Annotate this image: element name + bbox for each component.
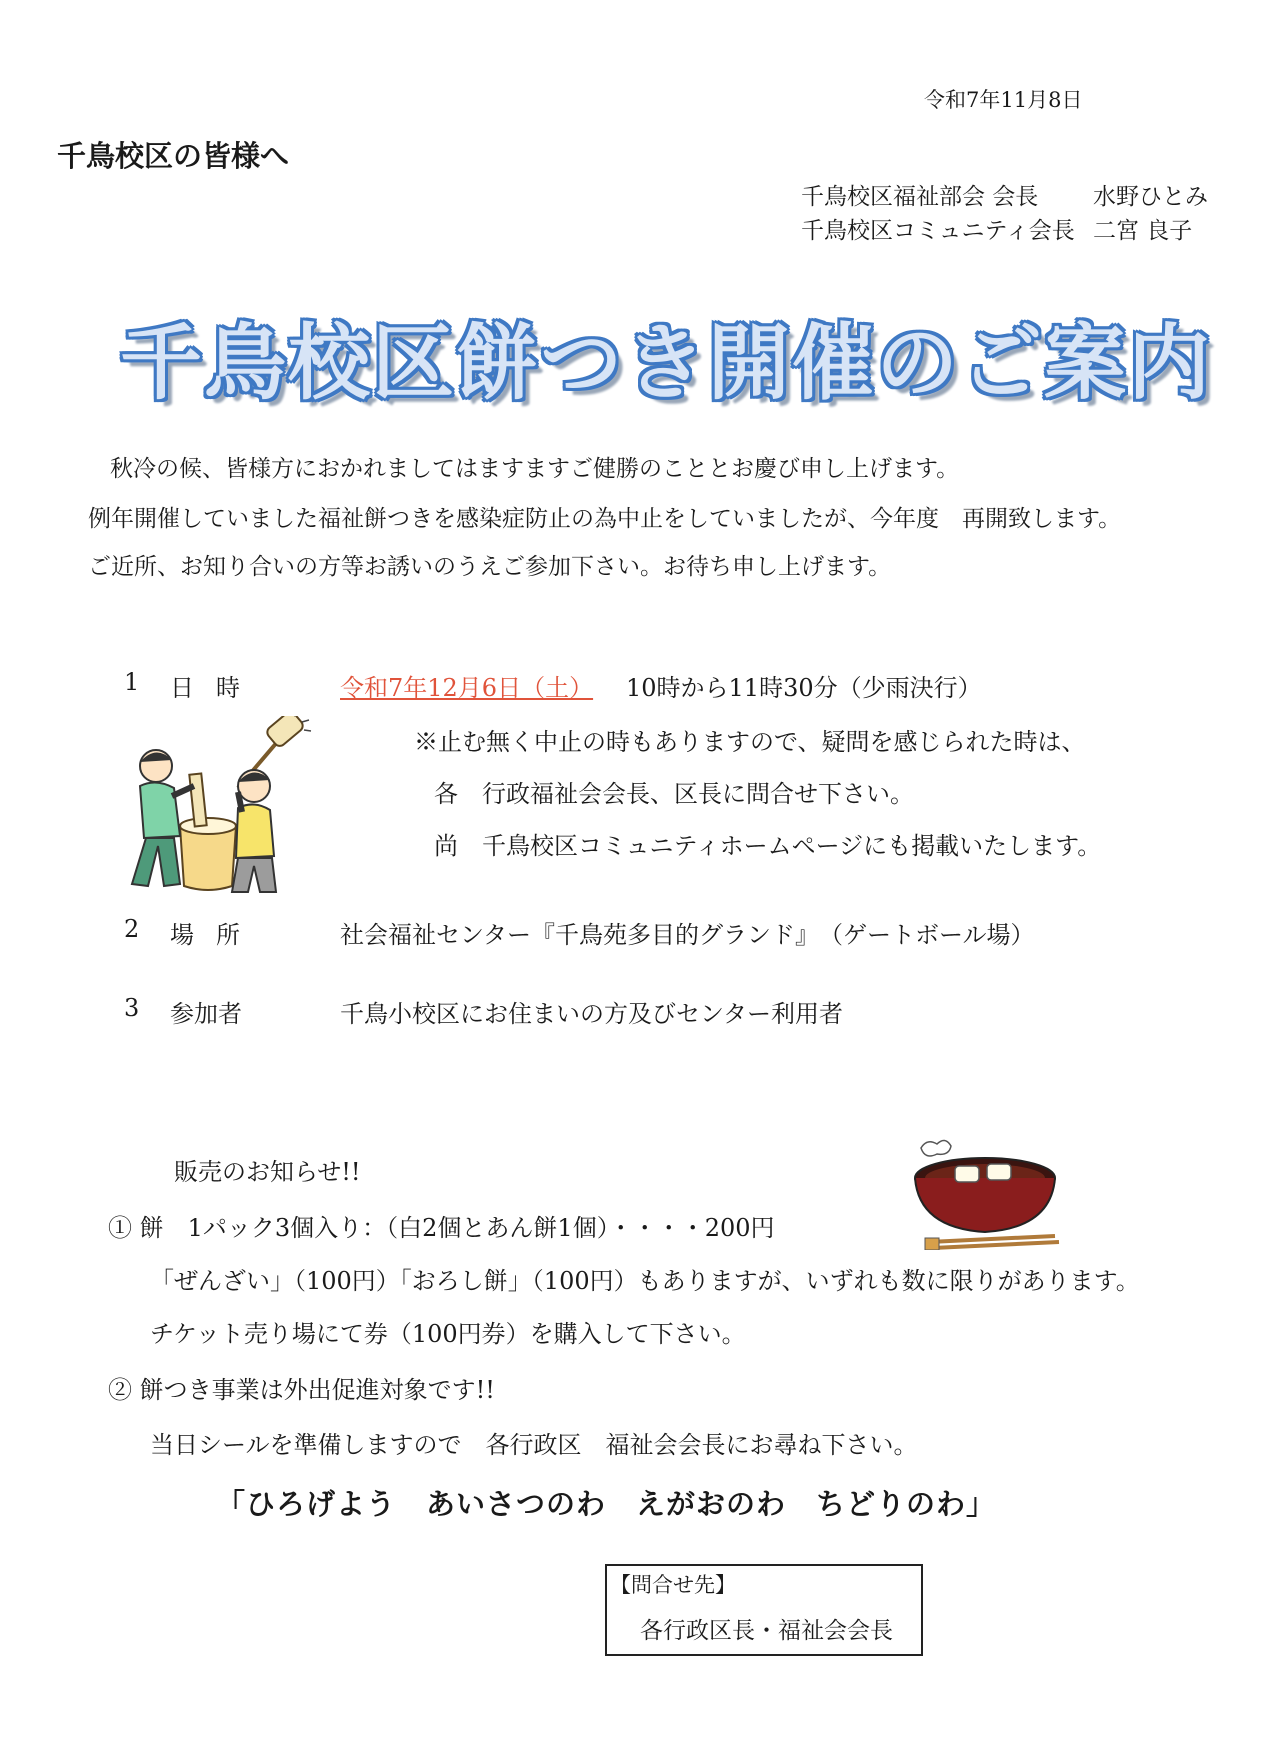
intro-line-2: 例年開催していました福祉餅つきを感染症防止の為中止をしていましたが、今年度 再開致します。 <box>88 506 1122 532</box>
item-2-label: 場所 <box>170 921 262 949</box>
datetime-note-2: 各 行政福祉会会長、区長に問合せ下さい。 <box>434 780 914 808</box>
item-3-number: 3 <box>124 994 140 1022</box>
page-title: 千鳥校区餅つき開催のご案内 <box>120 316 1213 411</box>
intro-line-3: ご近所、お知り合いの方等お誘いのうえご参加下さい。お待ち申し上げます。 <box>88 554 892 580</box>
datetime-note-1: ※止む無く中止の時もありますので、疑問を感じられた時は、 <box>414 728 1086 756</box>
sales-heading: 販売のお知らせ!! <box>174 1158 361 1186</box>
sender-name-2: 二宮 良子 <box>1093 218 1193 244</box>
event-time: 10時から11時30分（少雨決行） <box>626 674 982 702</box>
sender-org-1: 千鳥校区福祉部会 会長 <box>801 184 1039 210</box>
item-1-number: 1 <box>124 668 140 696</box>
contact-title: 【問合せ先】 <box>610 1573 736 1597</box>
document-date: 令和7年11月8日 <box>924 88 1083 112</box>
item-3-label: 参加者 <box>170 1000 242 1028</box>
contact-value: 各行政区長・福祉会会長 <box>640 1618 893 1644</box>
event-date: 令和7年12月6日（土） <box>340 674 594 702</box>
datetime-note-3: 尚 千鳥校区コミュニティホームページにも掲載いたします。 <box>434 832 1102 860</box>
mochi-pounding-illustration <box>118 716 318 896</box>
zenzai-bowl-illustration <box>905 1132 1065 1250</box>
item-2-number: 2 <box>124 915 140 943</box>
sales-line-5: 当日シールを準備しますので 各行政区 福祉会会長にお尋ね下さい。 <box>150 1431 918 1459</box>
event-participants: 千鳥小校区にお住まいの方及びセンター利用者 <box>340 1000 844 1028</box>
sales-line-1: ① 餅 1パック3個入り：（白2個とあん餅1個）・・・・200円 <box>108 1214 775 1242</box>
sender-org-2: 千鳥校区コミュニティ会長 <box>801 218 1075 244</box>
item-1-label: 日時 <box>170 674 262 702</box>
intro-line-1: 秋冷の候、皆様方におかれましてはますますご健勝のこととお慶び申し上げます。 <box>110 456 960 482</box>
sales-line-4: ② 餅つき事業は外出促進対象です!! <box>108 1376 495 1404</box>
slogan: 「ひろげよう あいさつのわ えがおのわ ちどりのわ」 <box>216 1487 997 1521</box>
sender-name-1: 水野ひとみ <box>1093 184 1208 210</box>
event-place: 社会福祉センター『千鳥苑多目的グランド』 （ゲートボール場） <box>340 921 1035 949</box>
sales-line-3: チケット売り場にて券（100円券）を購入して下さい。 <box>150 1320 746 1348</box>
addressee: 千鳥校区の皆様へ <box>57 139 290 173</box>
sales-line-2: 「ぜんざい」（100円）「おろし餅」（100円）もありますが、いずれも数に限りがあります。 <box>150 1267 1140 1295</box>
